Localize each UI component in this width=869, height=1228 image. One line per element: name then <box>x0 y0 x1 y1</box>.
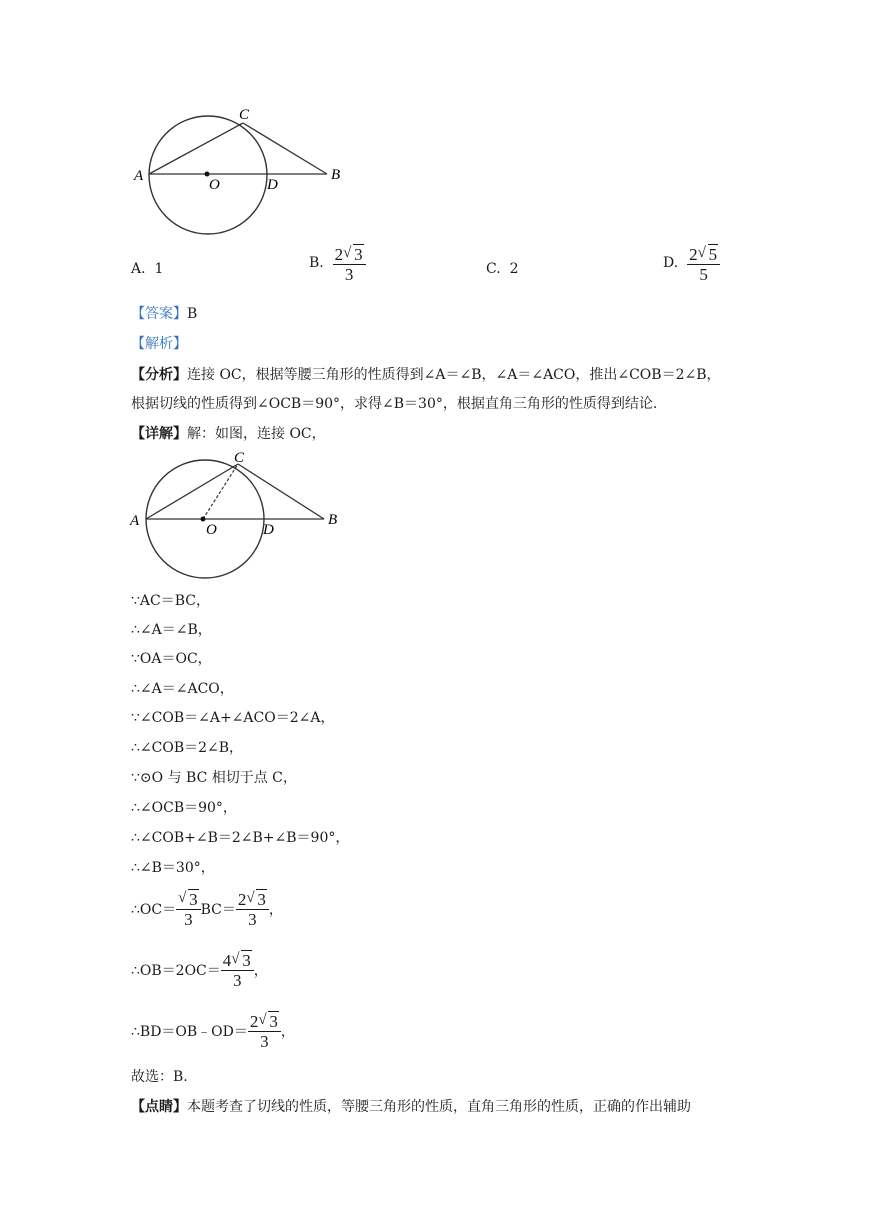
figure-2 <box>125 448 355 583</box>
segment-cb <box>238 464 324 519</box>
option-b <box>309 245 366 285</box>
option-d-num-coef: 2 <box>689 245 698 264</box>
label-b: B <box>331 167 341 183</box>
conclusion: 故选：B. <box>131 1069 188 1085</box>
label-d: D <box>267 177 278 193</box>
label-o: O <box>209 177 220 193</box>
step: ∵⊙O 与 BC 相切于点 C， <box>131 770 297 786</box>
eq2-coef: 4 <box>222 951 232 970</box>
option-a-value: 1 <box>154 261 164 277</box>
segment-cb <box>243 123 327 174</box>
option-c-label: C. <box>486 261 501 277</box>
label-d: D <box>263 522 274 538</box>
eq2-rad: 3 <box>242 951 251 970</box>
option-d <box>663 245 720 285</box>
eq1-f1-den: 3 <box>184 910 193 929</box>
step: ∴∠B＝30°， <box>131 860 215 876</box>
step: ∴∠A＝∠B， <box>131 622 212 638</box>
step: ∵OA＝OC， <box>131 651 212 667</box>
eq3-pre: ∴BD＝OB﹣OD＝ <box>131 1024 248 1040</box>
option-b-den: 3 <box>344 265 354 284</box>
step: ∴∠COB＝2∠B， <box>131 740 244 756</box>
step: ∵AC＝BC， <box>131 593 210 609</box>
segment-oc-dashed <box>203 464 238 519</box>
eq2-post: ， <box>253 963 268 979</box>
label-a: A <box>130 513 140 529</box>
fenxi-tag: 【分析】 <box>131 367 187 383</box>
option-c-value: 2 <box>509 261 519 277</box>
option-d-label: D. <box>663 255 679 271</box>
label-o: O <box>206 522 217 538</box>
equation-ob <box>131 951 268 991</box>
answer-line <box>131 305 197 323</box>
equation-bd <box>131 1012 295 1052</box>
label-c: C <box>239 107 250 123</box>
figure-1 <box>130 100 360 235</box>
options-row <box>131 245 751 295</box>
eq2-den: 3 <box>233 971 242 990</box>
eq2-pre: ∴OB＝2OC＝ <box>131 963 221 979</box>
segment-ac <box>146 464 238 519</box>
dianjing-text: 本题考查了切线的性质，等腰三角形的性质，直角三角形的性质，正确的作出辅助 <box>187 1099 691 1115</box>
eq3-post: ， <box>280 1024 295 1040</box>
option-d-den: 5 <box>699 265 708 284</box>
step: ∴∠OCB＝90°， <box>131 800 237 816</box>
center-point <box>205 172 210 177</box>
eq3-rad: 3 <box>269 1012 278 1031</box>
option-a <box>131 261 163 277</box>
option-d-num-rad: 5 <box>708 245 718 264</box>
eq3-fraction: 2 √ 3 3 <box>248 1012 281 1052</box>
eq1-f1-rad: 3 <box>189 890 198 909</box>
analysis-header: 【解析】 <box>131 336 187 352</box>
label-a: A <box>134 168 144 184</box>
option-b-fraction: 2 √ 3 3 <box>333 245 366 285</box>
xiangjie-text: 解：如图，连接 OC， <box>187 426 326 442</box>
eq1-f2-rad: 3 <box>257 890 266 909</box>
eq1-post: ， <box>268 902 283 918</box>
step: ∵∠COB＝∠A+∠ACO＝2∠A， <box>131 710 335 726</box>
label-b: B <box>328 512 338 528</box>
fenxi-line-1 <box>131 366 721 384</box>
step: ∴∠A＝∠ACO， <box>131 681 234 697</box>
eq1-fraction-1: √ 3 3 <box>176 890 201 930</box>
eq3-coef: 2 <box>249 1012 259 1031</box>
option-a-label: A. <box>131 261 146 277</box>
eq3-den: 3 <box>260 1032 269 1051</box>
option-c <box>486 261 519 277</box>
answer-tag: 【答案】 <box>131 306 187 322</box>
eq1-pre: ∴OC＝ <box>131 902 177 918</box>
xiangjie-line <box>131 425 326 443</box>
answer-value: B <box>187 306 198 322</box>
eq1-f2-den: 3 <box>248 910 257 929</box>
dianjing-line <box>131 1098 691 1116</box>
option-b-label: B. <box>309 255 324 271</box>
option-b-num-rad: 3 <box>354 245 363 264</box>
label-c: C <box>234 450 245 466</box>
option-d-fraction: 2 √ 5 5 <box>687 245 720 285</box>
eq1-f2-coef: 2 <box>237 890 247 909</box>
equation-oc <box>131 890 283 930</box>
segment-ac <box>149 123 243 174</box>
eq2-fraction: 4 √ 3 3 <box>221 951 254 991</box>
option-b-num-coef: 2 <box>334 245 344 264</box>
step: ∴∠COB+∠B＝2∠B+∠B＝90°， <box>131 830 350 846</box>
xiangjie-tag: 【详解】 <box>131 426 187 442</box>
dianjing-tag: 【点睛】 <box>131 1099 187 1115</box>
eq1-mid: BC＝ <box>200 902 236 918</box>
center-point <box>201 517 206 522</box>
fenxi-line-2: 根据切线的性质得到∠OCB＝90°，求得∠B＝30°，根据直角三角形的性质得到结论. <box>131 396 658 412</box>
eq1-fraction-2: 2 √ 3 3 <box>236 890 269 930</box>
fenxi-text-1: 连接 OC，根据等腰三角形的性质得到∠A＝∠B，∠A＝∠ACO，推出∠COB＝2∠B， <box>187 367 721 383</box>
